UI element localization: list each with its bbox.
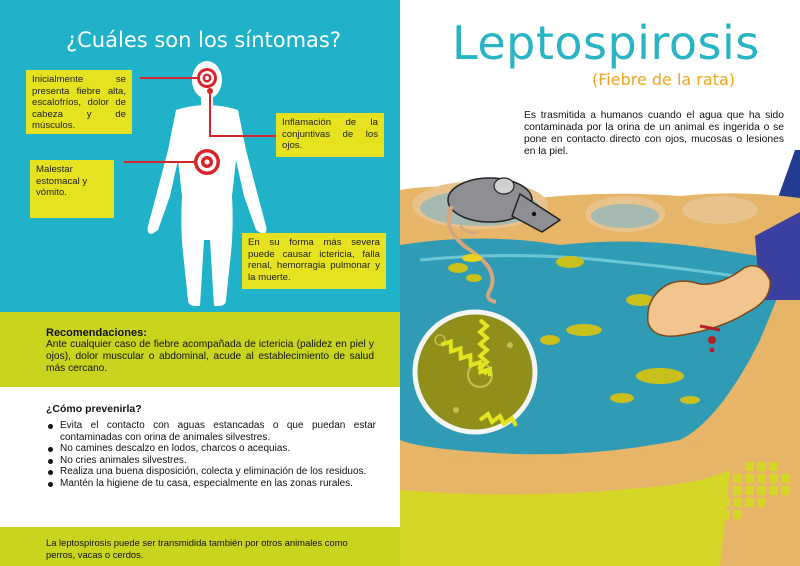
head-target-icon	[197, 68, 217, 88]
page-subtitle: (Fiebre de la rata)	[592, 70, 736, 89]
list-item: Mantén la higiene de tu casa, especialmente en las zonas rurales.	[46, 478, 376, 490]
prevention-list	[46, 420, 376, 490]
intro-paragraph: Es trasmitida a humanos cuando el agua que ha sido contaminada por la orina de un animal es ingerida o se pone en contacto directo con ojos, mucosas o lesiones en la piel.	[524, 110, 784, 157]
bacteria-magnifier-illustration	[415, 312, 535, 432]
symptom-box-3: Malestar estomacal y vómito.	[30, 160, 114, 218]
list-item: Realiza una buena disposición, colecta y eliminación de los residuos.	[46, 466, 376, 478]
page-title: Leptospirosis	[452, 16, 760, 70]
bottom-note: La leptospirosis puede ser transmidida también por otros animales como perros, vacas o cerdos.	[46, 537, 348, 560]
symptom-box-2: Inflamación de la conjuntivas de los ojos.	[276, 113, 384, 157]
prevention-title: ¿Cómo prevenirla?	[46, 403, 142, 415]
recommendations-title: Recomendaciones:	[46, 327, 147, 339]
list-item: Evita el contacto con aguas estancadas o que puedan estar contaminadas con orina de animales silvestres.	[46, 420, 376, 443]
recommendations-text: Ante cualquier caso de fiebre acompañada de ictericia (palidez en piel y ojos), dolor muscular o abdominal, acude al establecimiento de salud más cercano.	[46, 339, 374, 374]
symptoms-title: ¿Cuáles son los síntomas?	[66, 28, 342, 52]
list-item: No camines descalzo en lodos, charcos o acequias.	[46, 443, 376, 455]
symptom-box-1: Inicialmente se presenta fiebre alta, escalofríos, dolor de cabeza y de músculos.	[26, 70, 132, 134]
symptom-box-4: En su forma más severa puede causar ictericia, falla renal, hemorragia pulmonar y la muerte.	[242, 233, 386, 289]
list-item: No cries animales silvestres.	[46, 455, 376, 467]
stomach-target-icon	[194, 149, 220, 175]
